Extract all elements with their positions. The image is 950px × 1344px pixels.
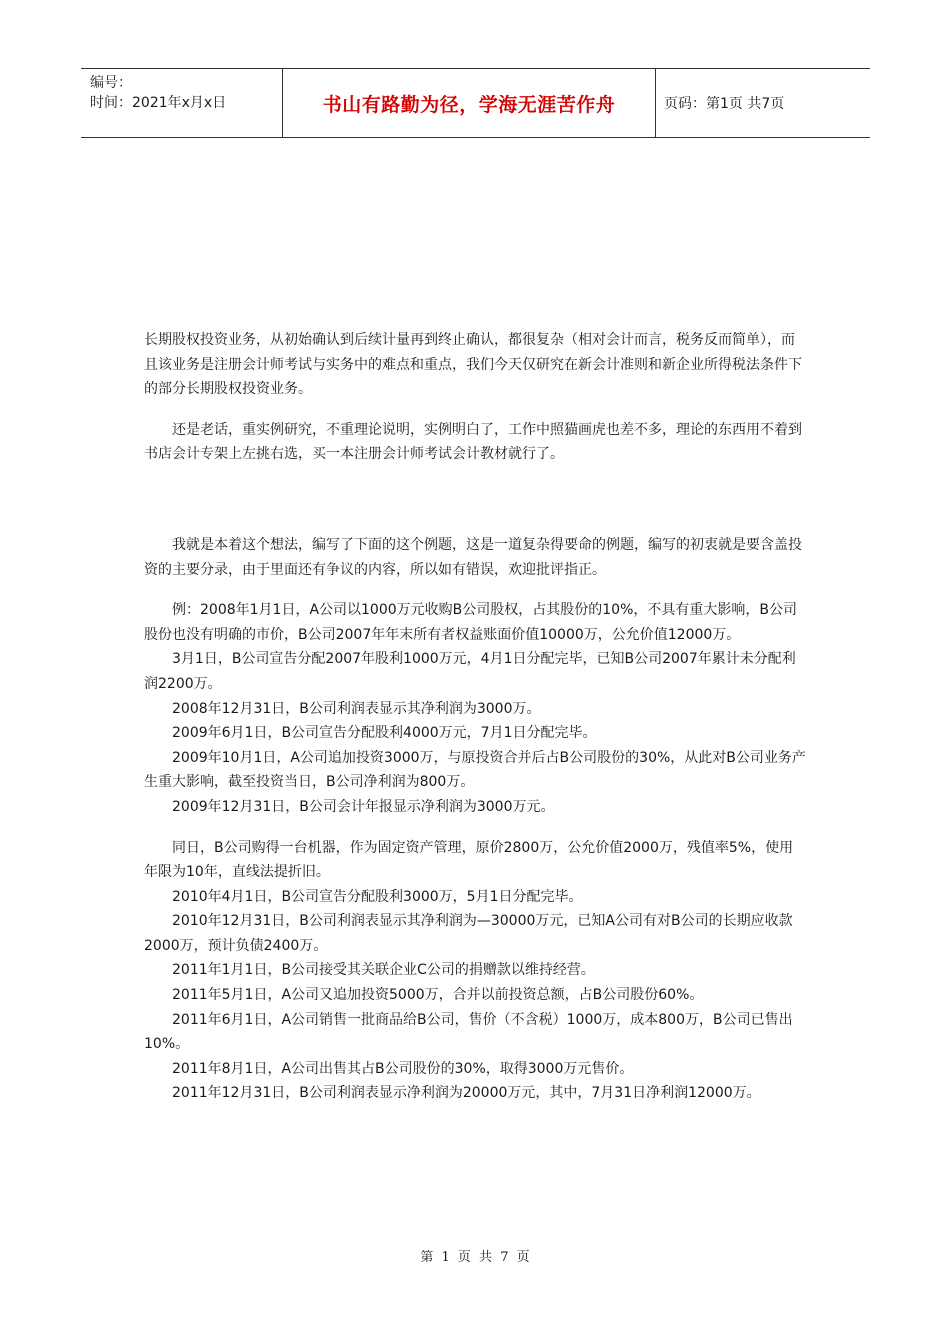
page-footer: 第 1 页 共 7 页 [420, 1250, 530, 1265]
paragraph-event: 2011年1月1日，B公司接受其关联企业C公司的捐赠款以维持经营。 [172, 962, 595, 979]
paragraph-event: 2008年12月31日，B公司利润表显示其净利润为3000万。 [172, 700, 541, 717]
document-date-label: 时间：2021年x月x日 [90, 95, 227, 111]
paragraph-example: 例：2008年1月1日，A公司以1000万元收购B公司股权，占其股份的10%，不具有重大影响，B公司股份也没有明确的市价，B公司2007年年末所有者权益账面价值10000万，公允价值12000万。 [144, 602, 797, 643]
paragraph-event: 2010年4月1日，B公司宣告分配股利3000万，5月1日分配完毕。 [172, 888, 583, 905]
paragraph-event: 3月1日，B公司宣告分配2007年股利1000万元，4月1日分配完毕，已知B公司2007年累计未分配利润2200万。 [144, 651, 796, 692]
paragraph-event: 同日，B公司购得一台机器，作为固定资产管理，原价2800万，公允价值2000万，残值率5%，使用年限为10年，直线法提折旧。 [144, 839, 794, 881]
paragraph-event: 2009年10月1日，A公司追加投资3000万，与原投资合并后占B公司股份的30%，从此对B公司业务产生重大影响，截至投资当日，B公司净利润为800万。 [144, 749, 806, 791]
header-meta [81, 69, 283, 137]
paragraph-event: 2011年5月1日，A公司又追加投资5000万，合并以前投资总额，占B公司股份60%。 [172, 987, 704, 1004]
document-number-label: 编号： [90, 75, 132, 91]
paragraph-event: 2011年6月1日，A公司销售一批商品给B公司，售价（不含税）1000万，成本800万，B公司已售出10%。 [144, 1011, 793, 1053]
paragraph-event: 2011年8月1日，A公司出售其占B公司股份的30%，取得3000万元售价。 [172, 1060, 634, 1077]
paragraph-purpose: 我就是本着这个想法，编写了下面的这个例题，这是一道复杂得要命的例题，编写的初衷就是要含盖投资的主要分录，由于里面还有争议的内容，所以如有错误，欢迎批评指正。 [144, 536, 802, 578]
page-header [81, 68, 870, 138]
paragraph-event: 2009年12月31日，B公司会计年报显示净利润为3000万元。 [172, 798, 555, 815]
header-motto: 书山有路勤为径，学海无涯苦作舟 [283, 69, 656, 137]
paragraph-event: 2009年6月1日，B公司宣告分配股利4000万元，7月1日分配完毕。 [172, 725, 597, 742]
paragraph-event: 2010年12月31日，B公司利润表显示其净利润为—30000万元，已知A公司有对B公司的长期应收款2000万，预计负债2400万。 [144, 913, 793, 954]
paragraph-approach: 还是老话，重实例研究，不重理论说明，实例明白了，工作中照猫画虎也差不多，理论的东西用不着到书店会计专架上左挑右选，买一本注册会计师考试会计教材就行了。 [144, 421, 802, 463]
header-page-info: 页码：第1页 共7页 [664, 96, 785, 112]
document-body [144, 328, 806, 1106]
paragraph-event: 2011年12月31日，B公司利润表显示净利润为20000万元，其中，7月31日净利润12000万。 [172, 1085, 761, 1102]
paragraph-intro: 长期股权投资业务，从初始确认到后续计量再到终止确认，都很复杂（相对会计而言，税务反而简单），而且该业务是注册会计师考试与实务中的难点和重点，我们今天仅研究在新会计准则和新企业所得税法条件下的部分长期股权投资业务。 [144, 332, 802, 398]
